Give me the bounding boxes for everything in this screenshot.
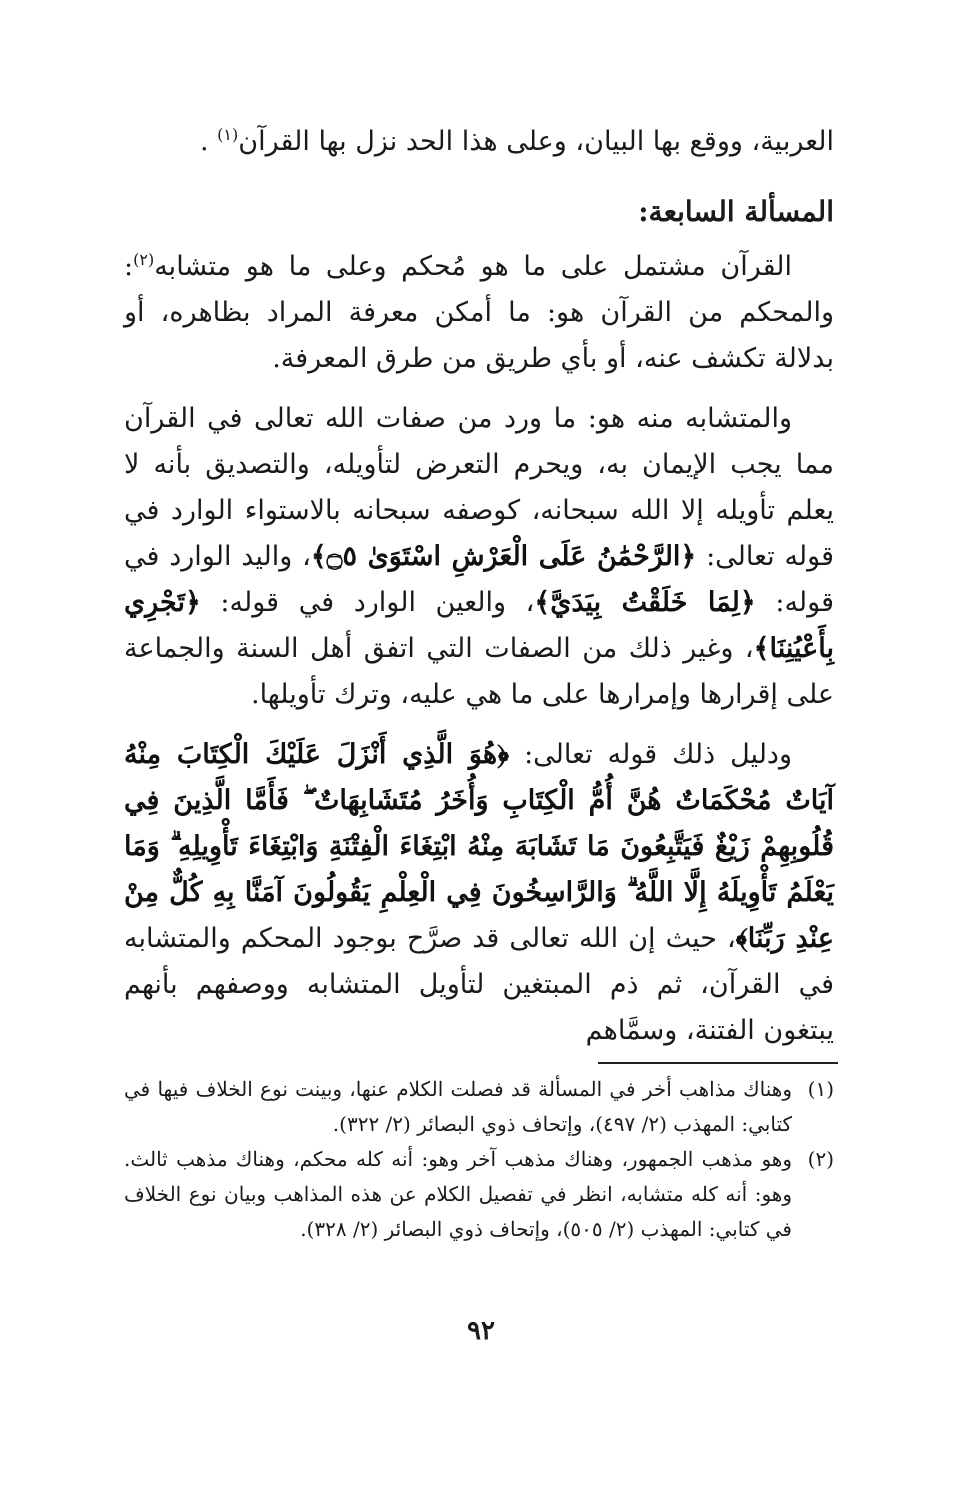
paragraph-2 — [124, 396, 834, 718]
section-heading: المسألة السابعة: — [638, 195, 834, 228]
paragraph-1-text: القرآن مشتمل على ما هو مُحكم وعلى ما هو متشابه — [154, 251, 792, 282]
paragraph-3 — [124, 732, 834, 1054]
quran-verse-istawa: ﴿الرَّحْمَٰنُ عَلَى الْعَرْشِ اسْتَوَىٰ ۝٥﴾ — [310, 541, 697, 572]
paragraph-2-part-b: ، واليد الوارد في قوله: — [124, 541, 835, 618]
quran-verse-yadayy: ﴿لِمَا خَلَقْتُ بِيَدَيَّ﴾ — [534, 587, 756, 618]
page-number: ٩٢ — [467, 1316, 495, 1346]
footnote-1-text: وهناك مذاهب أخر في المسألة قد فصلت الكلام عنها، وبينت نوع الخلاف فيها في كتابي: المهذب (٢/ ٤٩٧)، وإتحاف ذوي البصائر (٢/ ٣٢٢). — [124, 1077, 792, 1136]
intro-period: . — [199, 126, 209, 157]
intro-line — [124, 118, 834, 166]
footnote-ref-1: (١) — [217, 125, 239, 144]
footnote-2-text: وهو مذهب الجمهور، وهناك مذهب آخر وهو: أنه كله محكم، وهناك مذهب ثالث. وهو: أنه كله متشابه، انظر في تفصيل الكلام عن هذه المذاهب وبيان نوع الخلاف في كتابي: المهذب (٢/ ٥٠٥)، وإتحاف ذوي البصائر (٢/ ٣٢٨). — [124, 1147, 792, 1241]
footnote-divider — [598, 1062, 838, 1064]
paragraph-3-part-b: ، حيث إن الله تعالى قد صرَّح بوجود المحكم والمتشابه في القرآن، ثم ذم المبتغين لتأويل المتشابه ووصفهم بأنهم يبتغون الفتنة، وسمَّاهم — [124, 923, 834, 1046]
footnote-1 — [124, 1072, 834, 1142]
footnote-2-number: (٢) — [807, 1147, 834, 1171]
paragraph-2-part-a: والمتشابه منه هو: ما ورد من صفات الله تعالى في القرآن مما يجب الإيمان به، ويحرم التعرض لتأويله، والتصديق بأنه لا يعلم تأويله إلا الله سبحانه، كوصفه سبحانه بالاستواء الوارد في قوله تعالى: — [124, 403, 835, 572]
footnote-2 — [124, 1142, 834, 1247]
main-text — [124, 118, 834, 1068]
paragraph-1 — [124, 244, 834, 382]
paragraph-1-rest: : والمحكم من القرآن هو: ما أمكن معرفة المراد بظاهره، أو بدلالة تكشف عنه، أو بأي طريق من طرق المعرفة. — [124, 251, 834, 374]
intro-text: العربية، ووقع بها البيان، وعلى هذا الحد نزل بها القرآن — [238, 126, 834, 157]
footnotes — [124, 1072, 834, 1247]
paragraph-2-part-c: ، والعين الوارد في قوله: — [220, 587, 535, 618]
footnote-1-number: (١) — [807, 1077, 834, 1101]
paragraph-3-part-a: ودليل ذلك قوله تعالى: — [524, 739, 792, 770]
footnote-ref-2: (٢) — [133, 250, 155, 269]
paragraph-2-part-d: ، وغير ذلك من الصفات التي اتفق أهل السنة والجماعة على إقرارها وإمرارها على ما هي عليه، وترك تأويلها. — [124, 633, 834, 710]
quran-verse-al-imran-7: ﴿هُوَ الَّذِي أَنْزَلَ عَلَيْكَ الْكِتَابَ مِنْهُ آيَاتٌ مُحْكَمَاتٌ هُنَّ أُمُّ الْكِتَابِ وَأُخَرُ مُتَشَابِهَاتٌ ۖ فَأَمَّا الَّذِينَ فِي قُلُوبِهِمْ زَيْغٌ فَيَتَّبِعُونَ مَا تَشَابَهَ مِنْهُ ابْتِغَاءَ الْفِتْنَةِ وَابْتِغَاءَ تَأْوِيلِهِ ۗ وَمَا يَعْلَمُ تَأْوِيلَهُ إِلَّا اللَّهُ ۗ وَالرَّاسِخُونَ فِي الْعِلْمِ يَقُولُونَ آمَنَّا بِهِ كُلٌّ مِنْ عِنْدِ رَبِّنَا﴾ — [124, 739, 834, 954]
quran-verse-aayunina: ﴿تَجْرِي بِأَعْيُنِنَا﴾ — [124, 587, 834, 664]
